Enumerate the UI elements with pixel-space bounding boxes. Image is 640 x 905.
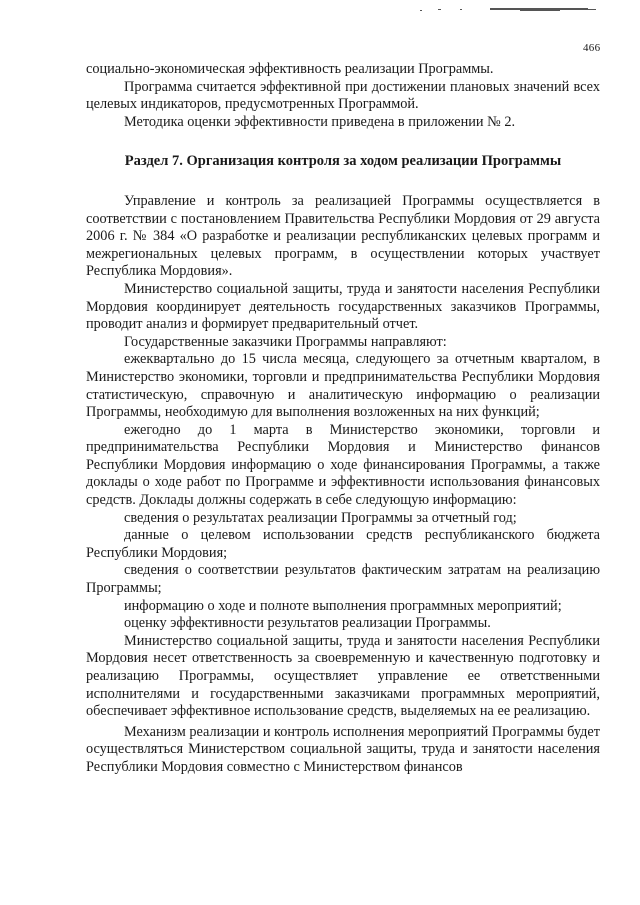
section-title: Раздел 7. Организация контроля за ходом реализации Программы (124, 153, 562, 170)
scan-artifact-mark (420, 6, 600, 16)
list-item-results: сведения о результатах реализации Программы за отчетный год; (124, 509, 517, 526)
list-item-evaluation: оценку эффективности результатов реализации Программы. (124, 615, 491, 632)
paragraph-method: Методика оценки эффективности приведена в приложении № 2. (124, 113, 516, 130)
paragraph-management: Управление и контроль за реализацией Программы осуществляется в соответствии с постановлением Правительства Республики Мордовия от 29 августа 2006 г. № 384 «О разработке и реализации республиканских целевых программ и межрегиональных целевых программ, в осуществлении которых участвует Республика Мордовия». (86, 192, 600, 280)
list-item-progress: информацию о ходе и полноте выполнения программных мероприятий; (124, 597, 562, 614)
document-body (86, 61, 600, 777)
page-number: 466 (583, 42, 601, 54)
paragraph-responsibility: Министерство социальной защиты, труда и занятости населения Республики Мордовия несет ответственность за своевременную и качественную подготовку и реализацию Программы, осуществляет управление ее ответственными исполнителями и государственными заказчиками программных мероприятий, обеспечивает эффективное использование средств, выделяемых на ее реализацию. (86, 632, 600, 720)
list-item-compliance: сведения о соответствии результатов фактическим затратам на реализацию Программы; (86, 562, 600, 597)
paragraph-quarterly: ежеквартально до 15 числа месяца, следующего за отчетным кварталом, в Министерство экономики, торговли и предпринимательства Республики Мордовия статистическую, справочную и аналитическую информацию о реализации Программы, необходимую для выполнения возложенных на них функций; (86, 351, 600, 421)
paragraph-mechanism: Механизм реализации и контроль исполнения мероприятий Программы будет осуществляться Министерством социальной защиты, труда и занятости населения Республики Мордовия совместно с Министерством финансов (86, 723, 600, 775)
paragraph-annually: ежегодно до 1 марта в Министерство экономики, торговли и предпринимательства Республики Мордовия и Министерство финансов Республики Мордовия информацию о ходе финансирования Программы, а также доклады о ходе работ по Программе и эффективности использования финансовых средств. Доклады должны содержать в себе следующую информацию: (86, 421, 600, 509)
paragraph-effective: Программа считается эффективной при достижении плановых значений всех целевых индикаторов, предусмотренных Программой. (86, 78, 600, 113)
paragraph-ministry: Министерство социальной защиты, труда и занятости населения Республики Мордовия координирует деятельность государственных заказчиков Программы, проводит анализ и формирует предварительный отчет. (86, 280, 600, 333)
list-item-budget: данные о целевом использовании средств республиканского бюджета Республики Мордовия; (86, 527, 600, 561)
paragraph-customers: Государственные заказчики Программы направляют: (124, 333, 447, 350)
paragraph-intro-line: социально-экономическая эффективность реализации Программы. (86, 61, 494, 77)
